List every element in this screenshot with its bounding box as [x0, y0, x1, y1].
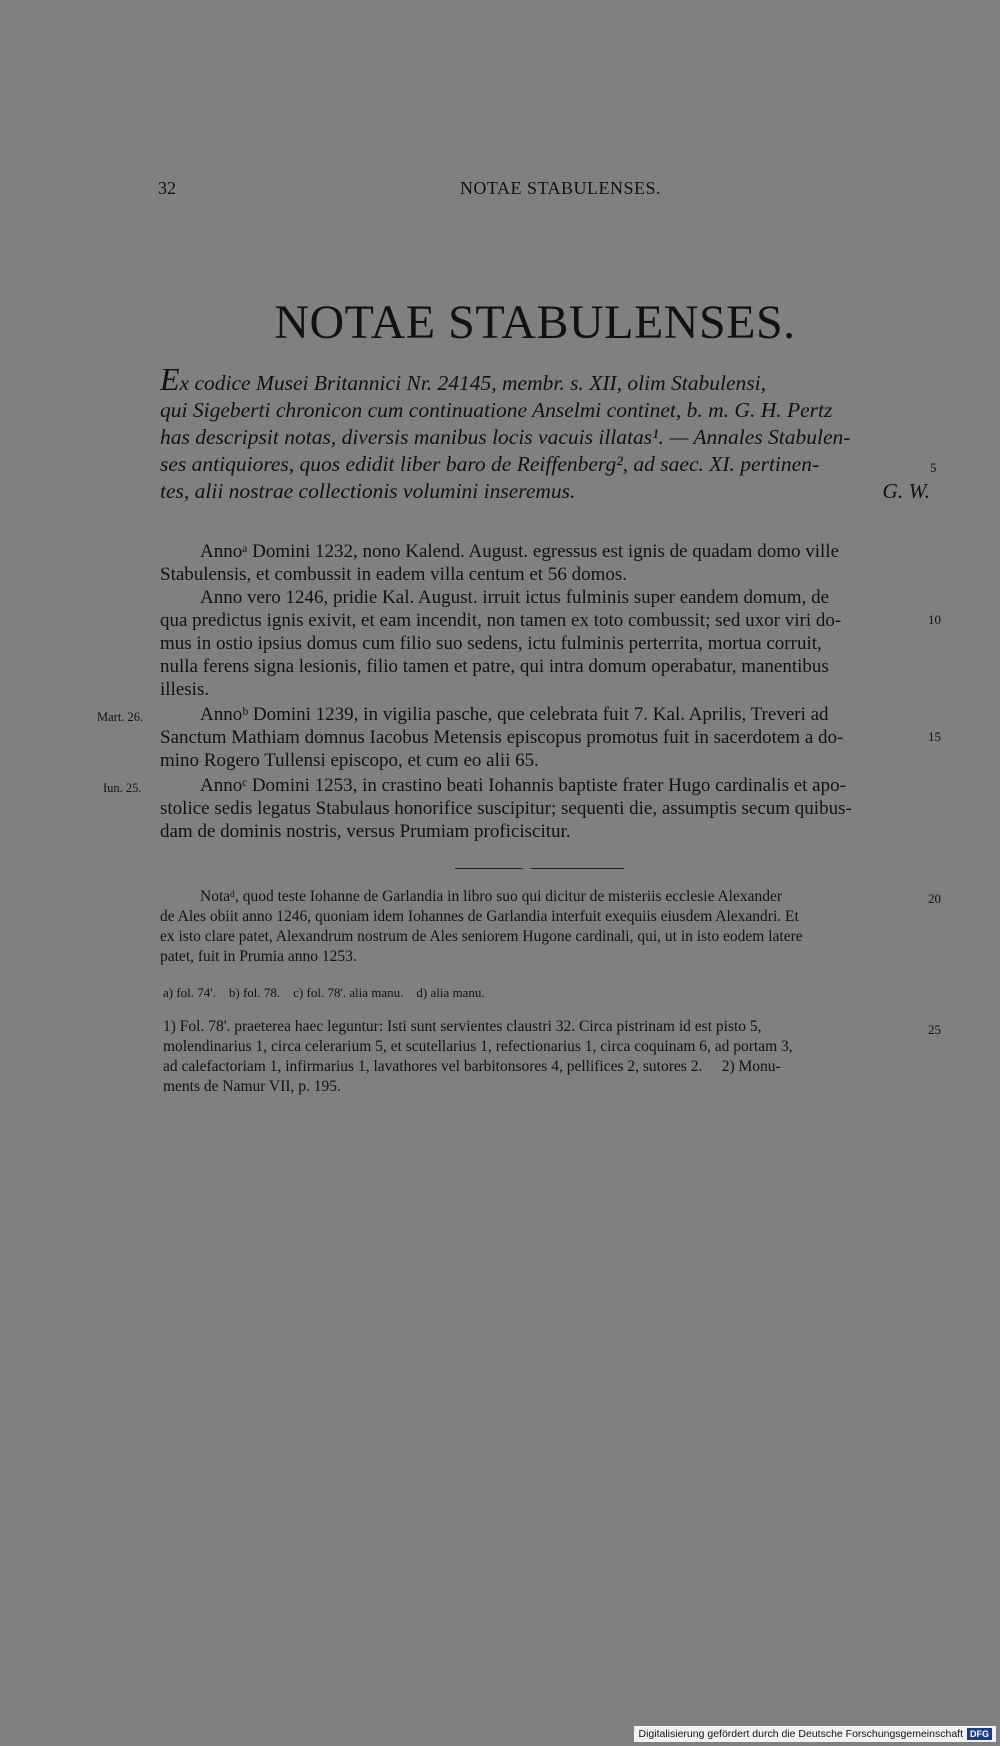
body-line: Annoᵃ Domini 1232, nono Kalend. August. egressus est ignis de quadam domo ville [200, 541, 839, 562]
body-line: Anno vero 1246, pridie Kal. August. irruit ictus fulminis super eandem domum, de [200, 587, 830, 608]
body-line: Annoᶜ Domini 1253, in crastino beati Iohannis baptiste frater Hugo cardinalis et apo- [200, 775, 846, 796]
nota-line: Notaᵈ, quod teste Iohanne de Garlandia in libro suo qui dicitur de misteriis ecclesie Alexander [200, 888, 783, 905]
footnote-line: ments de Namur VII, p. 195. [163, 1078, 341, 1095]
body-line: nulla ferens signa lesionis, filio tamen et patre, qui intra domum operabatur, manentibus [160, 656, 829, 677]
footnote-line: 1) Fol. 78'. praeterea haec leguntur: Isti sunt servientes claustri 32. Circa pistrinam id est pisto 5, [163, 1018, 762, 1035]
intro-line: x codice Musei Britannici Nr. 24145, membr. s. XII, olim Stabulensi, [179, 371, 766, 395]
main-title: NOTAE STABULENSES. [274, 296, 796, 349]
nota-line: ex isto clare patet, Alexandrum nostrum de Ales seniorem Hugone cardinali, qui, ut in isto eodem latere [160, 928, 803, 945]
body-line: mino Rogero Tullensi episcopo, et cum eo alii 65. [160, 750, 539, 771]
body-line: illesis. [160, 679, 210, 700]
line-number: 10 [928, 612, 941, 627]
body-line: stolice sedis legatus Stabulaus honorifice suscipitur; sequenti die, assumptis secum quibus- [160, 798, 852, 819]
body-line: dam de dominis nostris, versus Prumiam proficiscitur. [160, 821, 571, 842]
margin-date: Mart. 26. [97, 710, 144, 724]
body-line: qua predictus ignis exivit, et eam incendit, non tamen ex toto combussit; sed uxor viri do- [160, 610, 842, 631]
nota-line: patet, fuit in Prumia anno 1253. [160, 948, 357, 965]
separator-rule [531, 868, 624, 869]
body-line: mus in ostio ipsius domus cum filio suo sedens, ictu fulminis perterrita, mortua corruit, [160, 633, 822, 654]
line-number: 20 [928, 891, 941, 906]
intro-line: ses antiquiores, quos edidit liber baro de Reiffenberg², ad saec. XI. pertinen- [160, 452, 820, 476]
footnote-line: ad calefactoriam 1, infirmarius 1, lavathores vel barbitonsores 4, pellifices 2, sutores 2. 2) Monu- [163, 1058, 781, 1075]
scan-credit [634, 1726, 996, 1742]
page-number: 32 [158, 178, 176, 198]
footnotes [163, 1017, 923, 1097]
annals-text [160, 540, 930, 850]
intro-dropcap: E [160, 361, 180, 397]
nota-paragraph [160, 887, 930, 967]
margin-date: Iun. 25. [103, 781, 142, 795]
body-line: Sanctum Mathiam domnus Iacobus Metensis episcopus promotus fuit in sacerdotem a do- [160, 727, 844, 748]
body-line: Stabulensis, et combussit in eadem villa centum et 56 domos. [160, 564, 628, 585]
line-number: 5 [930, 460, 937, 475]
running-head [158, 178, 963, 202]
body-line: Annoᵇ Domini 1239, in vigilia pasche, que celebrata fuit 7. Kal. Aprilis, Treveri ad [200, 704, 829, 725]
line-number: 25 [928, 1022, 941, 1037]
editor-signature: G. W. [882, 479, 930, 503]
scan-credit-text: Digitalisierung gefördert durch die Deutsche Forschungsgemeinschaft [638, 1728, 963, 1740]
apparatus-notes: a) fol. 74'. b) fol. 78. c) fol. 78'. alia manu. d) alia manu. [163, 985, 485, 1000]
intro-paragraph [160, 361, 930, 505]
nota-line: de Ales obiit anno 1246, quoniam idem Iohannes de Garlandia interfuit exequiis eiusdem Alexandri. Et [160, 908, 799, 925]
dfg-logo: DFG [967, 1728, 992, 1740]
running-title: NOTAE STABULENSES. [459, 178, 662, 198]
intro-line: tes, alii nostrae collectionis volumini inseremus. [160, 479, 576, 503]
footnote-line: molendinarius 1, circa celerarium 5, et scutellarius 1, refectionarius 1, circa coquinam 6, ad portam 3, [163, 1038, 793, 1055]
separator-rule [455, 868, 523, 869]
line-number: 15 [928, 729, 941, 744]
intro-line: qui Sigeberti chronicon cum continuatione Anselmi continet, b. m. G. H. Pertz [160, 398, 833, 422]
intro-line: has descripsit notas, diversis manibus locis vacuis illatas¹. — Annales Stabulen- [160, 425, 851, 449]
